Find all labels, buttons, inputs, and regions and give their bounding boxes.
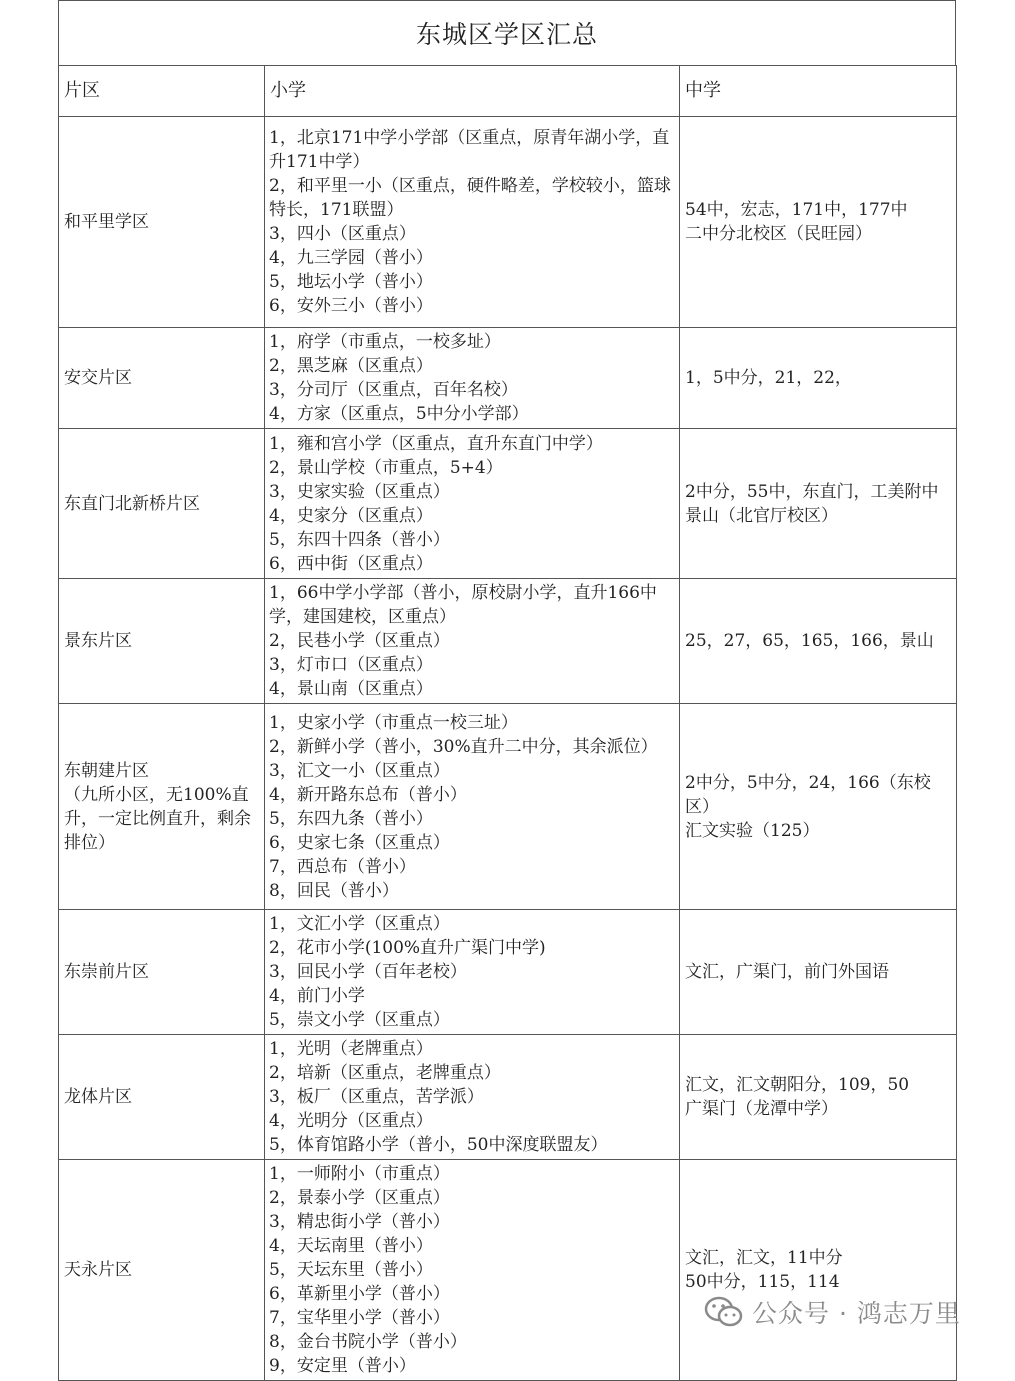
district-cell	[59, 1160, 265, 1381]
school-line: 4，景山南（区重点）	[269, 679, 433, 699]
middle-schools-cell	[680, 910, 957, 1035]
school-line: 3，精忠街小学（普小）	[269, 1212, 450, 1232]
school-line: 3，史家实验（区重点）	[269, 481, 450, 502]
primary-schools-cell	[265, 579, 680, 704]
school-line: 1，北京171中学小学部（区重点，原青年湖小学，直升171中学）	[269, 128, 670, 172]
district-row	[59, 117, 957, 328]
school-line: 4，前门小学	[269, 986, 365, 1006]
district-summary-sheet	[58, 0, 956, 1381]
middle-schools-cell	[680, 1160, 957, 1381]
school-line: 5，东四九条（普小）	[269, 808, 433, 829]
school-line: 6，史家七条（区重点）	[269, 832, 450, 853]
school-line: 2，景泰小学（区重点）	[269, 1188, 450, 1208]
district-cell	[59, 704, 265, 910]
district-row	[59, 328, 957, 429]
school-line: 1，府学（市重点，一校多址）	[269, 332, 501, 352]
school-line: 广渠门（龙潭中学）	[685, 1099, 838, 1119]
primary-schools-cell	[265, 117, 680, 328]
school-line: 7，西总布（普小）	[269, 856, 416, 877]
school-line: 1，史家小学（市重点一校三址）	[269, 712, 518, 733]
school-line: 2，和平里一小（区重点，硬件略差，学校较小，篮球特长，171联盟）	[269, 176, 671, 220]
school-line: 8，回民（普小）	[269, 880, 399, 901]
district-row	[59, 579, 957, 704]
school-line: 3，分司厅（区重点，百年名校）	[269, 380, 518, 400]
district-row	[59, 910, 957, 1035]
school-line: 5，地坛小学（普小）	[269, 272, 433, 292]
school-line: 1，一师附小（市重点）	[269, 1164, 450, 1184]
school-line: 4，天坛南里（普小）	[269, 1236, 433, 1256]
primary-schools-cell	[265, 1160, 680, 1381]
district-cell	[59, 1035, 265, 1160]
school-line: 50中分，115，114	[685, 1272, 840, 1292]
primary-schools-cell	[265, 704, 680, 910]
district-name-line: 天永片区	[64, 1260, 132, 1280]
middle-schools-cell	[680, 579, 957, 704]
school-line: 文汇，汇文，11中分	[685, 1248, 843, 1268]
district-cell	[59, 117, 265, 328]
district-cell	[59, 910, 265, 1035]
school-line: 4，新开路东总布（普小）	[269, 784, 467, 805]
school-line: 6，西中街（区重点）	[269, 553, 433, 574]
district-row	[59, 1160, 957, 1381]
header-middle: 中学	[680, 66, 957, 117]
district-name-line: 景东片区	[64, 631, 132, 651]
school-line: 2，培新（区重点，老牌重点）	[269, 1063, 501, 1083]
school-line: 7，宝华里小学（普小）	[269, 1308, 450, 1328]
school-line: 3，板厂（区重点，苦学派）	[269, 1087, 484, 1107]
school-line: 3，汇文一小（区重点）	[269, 760, 450, 781]
school-line: 3，四小（区重点）	[269, 224, 416, 244]
school-line: 2，民巷小学（区重点）	[269, 631, 450, 651]
district-name-line: 东崇前片区	[64, 962, 149, 982]
school-line: 6，安外三小（普小）	[269, 296, 433, 316]
school-line: 1，文汇小学（区重点）	[269, 914, 450, 934]
district-cell	[59, 579, 265, 704]
district-cell	[59, 429, 265, 579]
district-name-line: 和平里学区	[64, 212, 149, 232]
school-line: 2，新鲜小学（普小，30%直升二中分，其余派位）	[269, 736, 658, 757]
middle-schools-cell	[680, 429, 957, 579]
school-line: 3，灯市口（区重点）	[269, 655, 433, 675]
school-line: 2，花市小学(100%直升广渠门中学)	[269, 938, 546, 958]
district-name-line: 东朝建片区	[64, 760, 149, 781]
watermark-text: 公众号 · 鸿志万里	[752, 1299, 961, 1328]
primary-schools-cell	[265, 910, 680, 1035]
school-line: 2，黑芝麻（区重点）	[269, 356, 433, 376]
middle-schools-cell	[680, 1035, 957, 1160]
district-name-line: 龙体片区	[64, 1087, 132, 1107]
school-line: 1，5中分，21，22，	[685, 368, 852, 388]
middle-schools-cell	[680, 328, 957, 429]
school-line: 4，史家分（区重点）	[269, 505, 433, 526]
school-line: 5，体育馆路小学（普小，50中深度联盟友）	[269, 1135, 608, 1155]
school-line: 1，雍和宫小学（区重点，直升东直门中学）	[269, 433, 603, 454]
district-row	[59, 1035, 957, 1160]
school-line: 二中分北校区（民旺园）	[685, 224, 872, 244]
district-name-line: （九所小区，无100%直升，一定比例直升，剩余排位）	[64, 784, 251, 853]
school-line: 汇文实验（125）	[685, 820, 820, 841]
school-line: 8，金台书院小学（普小）	[269, 1332, 467, 1352]
school-line: 2中分，5中分，24，166（东校区）	[685, 772, 931, 817]
district-name-line: 安交片区	[64, 368, 132, 388]
district-row	[59, 704, 957, 910]
sheet-title: 东城区学区汇总	[58, 0, 956, 65]
district-table	[58, 65, 957, 1381]
school-line: 1，66中学小学部（普小，原校尉小学，直升166中学，建国建校，区重点）	[269, 583, 657, 627]
school-line: 3，回民小学（百年老校）	[269, 962, 467, 982]
school-line: 5，东四十四条（普小）	[269, 529, 450, 550]
school-line: 54中，宏志，171中，177中	[685, 200, 908, 220]
primary-schools-cell	[265, 1035, 680, 1160]
school-line: 1，光明（老牌重点）	[269, 1039, 433, 1059]
school-line: 2，景山学校（市重点，5+4）	[269, 457, 503, 478]
primary-schools-cell	[265, 328, 680, 429]
school-line: 9，安定里（普小）	[269, 1356, 416, 1376]
header-primary: 小学	[265, 66, 680, 117]
header-district: 片区	[59, 66, 265, 117]
watermark	[704, 1294, 961, 1330]
middle-schools-cell	[680, 704, 957, 910]
school-line: 6，革新里小学（普小）	[269, 1284, 450, 1304]
school-line: 汇文，汇文朝阳分，109，50	[685, 1075, 910, 1095]
primary-schools-cell	[265, 429, 680, 579]
school-line: 25，27，65，165，166，景山	[685, 631, 934, 651]
school-line: 2中分，55中，东直门，工美附中	[685, 481, 939, 502]
school-line: 景山（北官厅校区）	[685, 505, 838, 526]
header-row	[59, 66, 957, 117]
school-line: 4，九三学园（普小）	[269, 248, 433, 268]
school-line: 4，方家（区重点，5中分小学部）	[269, 404, 529, 424]
wechat-icon	[704, 1295, 744, 1329]
district-row	[59, 429, 957, 579]
middle-schools-cell	[680, 117, 957, 328]
school-line: 5，崇文小学（区重点）	[269, 1010, 450, 1030]
school-line: 文汇，广渠门，前门外国语	[685, 962, 889, 982]
school-line: 4，光明分（区重点）	[269, 1111, 433, 1131]
school-line: 5，天坛东里（普小）	[269, 1260, 433, 1280]
district-name-line: 东直门北新桥片区	[64, 493, 200, 514]
district-cell	[59, 328, 265, 429]
